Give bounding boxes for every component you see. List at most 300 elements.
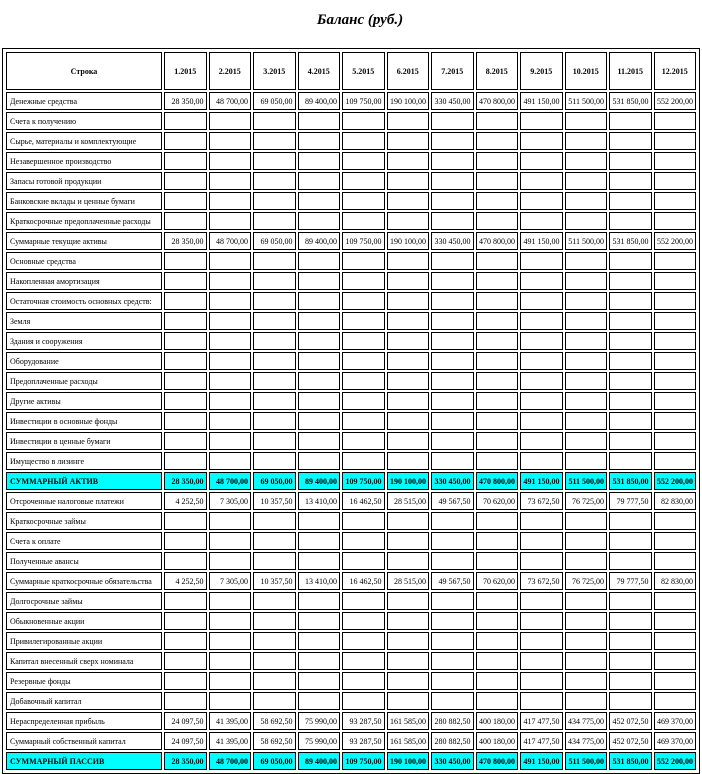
value-cell xyxy=(387,312,430,330)
value-cell xyxy=(164,632,207,650)
value-cell: 4 252,50 xyxy=(164,492,207,510)
table-row xyxy=(6,372,696,390)
value-cell xyxy=(654,272,697,290)
value-cell xyxy=(209,352,252,370)
balance-table xyxy=(4,50,698,772)
value-cell: 28 350,00 xyxy=(164,472,207,490)
value-cell xyxy=(298,332,341,350)
row-label: СУММАРНЫЙ ПАССИВ xyxy=(6,752,162,770)
value-cell xyxy=(609,292,652,310)
row-label: Имущество в лизинге xyxy=(6,452,162,470)
value-cell xyxy=(164,332,207,350)
value-cell xyxy=(609,412,652,430)
value-cell: 16 462,50 xyxy=(342,492,385,510)
value-cell xyxy=(298,652,341,670)
value-cell xyxy=(565,592,608,610)
value-cell xyxy=(565,392,608,410)
table-row xyxy=(6,452,696,470)
value-cell xyxy=(164,152,207,170)
value-cell xyxy=(520,652,563,670)
row-label: Суммарные текущие активы xyxy=(6,232,162,250)
table-row xyxy=(6,232,696,250)
value-cell: 330 450,00 xyxy=(431,92,474,110)
value-cell: 69 050,00 xyxy=(253,92,296,110)
value-cell xyxy=(431,392,474,410)
value-cell xyxy=(565,272,608,290)
value-cell xyxy=(298,172,341,190)
value-cell xyxy=(209,512,252,530)
value-cell xyxy=(654,392,697,410)
value-cell xyxy=(387,152,430,170)
value-cell xyxy=(387,112,430,130)
value-cell xyxy=(476,432,519,450)
value-cell xyxy=(520,512,563,530)
value-cell: 280 882,50 xyxy=(431,712,474,730)
value-cell xyxy=(431,112,474,130)
value-cell xyxy=(387,612,430,630)
table-row xyxy=(6,152,696,170)
value-cell xyxy=(342,372,385,390)
value-cell: 24 097,50 xyxy=(164,712,207,730)
column-header-period: 9.2015 xyxy=(520,52,563,90)
value-cell xyxy=(253,172,296,190)
total-row xyxy=(6,752,696,770)
value-cell xyxy=(431,412,474,430)
value-cell xyxy=(654,212,697,230)
value-cell xyxy=(253,632,296,650)
value-cell xyxy=(476,292,519,310)
value-cell xyxy=(520,172,563,190)
row-label: Денежные средства xyxy=(6,92,162,110)
value-cell xyxy=(431,312,474,330)
row-label: Отсроченные налоговые платежи xyxy=(6,492,162,510)
value-cell xyxy=(431,552,474,570)
value-cell xyxy=(476,512,519,530)
row-label: Счета к оплате xyxy=(6,532,162,550)
value-cell xyxy=(253,212,296,230)
row-label: Земля xyxy=(6,312,162,330)
value-cell: 511 500,00 xyxy=(565,472,608,490)
value-cell xyxy=(654,432,697,450)
value-cell xyxy=(520,412,563,430)
value-cell xyxy=(209,132,252,150)
table-row xyxy=(6,272,696,290)
value-cell: 79 777,50 xyxy=(609,492,652,510)
table-row xyxy=(6,632,696,650)
value-cell xyxy=(654,372,697,390)
value-cell xyxy=(520,392,563,410)
value-cell: 511 500,00 xyxy=(565,752,608,770)
value-cell: 49 567,50 xyxy=(431,572,474,590)
row-label: Счета к получению xyxy=(6,112,162,130)
value-cell: 76 725,00 xyxy=(565,572,608,590)
value-cell: 470 800,00 xyxy=(476,92,519,110)
value-cell xyxy=(476,392,519,410)
value-cell: 10 357,50 xyxy=(253,492,296,510)
value-cell xyxy=(387,692,430,710)
value-cell xyxy=(387,652,430,670)
column-header-period: 8.2015 xyxy=(476,52,519,90)
value-cell xyxy=(431,272,474,290)
value-cell xyxy=(209,592,252,610)
table-body xyxy=(6,92,696,770)
row-label: Основные средства xyxy=(6,252,162,270)
table-row xyxy=(6,192,696,210)
value-cell xyxy=(298,452,341,470)
value-cell: 190 100,00 xyxy=(387,752,430,770)
value-cell xyxy=(253,372,296,390)
column-header-period: 5.2015 xyxy=(342,52,385,90)
value-cell xyxy=(609,252,652,270)
value-cell xyxy=(298,132,341,150)
value-cell xyxy=(164,612,207,630)
table-row xyxy=(6,652,696,670)
value-cell: 469 370,00 xyxy=(654,732,697,750)
value-cell xyxy=(342,192,385,210)
value-cell: 13 410,00 xyxy=(298,572,341,590)
balance-table-frame xyxy=(2,48,700,774)
value-cell xyxy=(298,372,341,390)
value-cell xyxy=(387,252,430,270)
value-cell xyxy=(298,532,341,550)
value-cell xyxy=(298,272,341,290)
column-header-period: 3.2015 xyxy=(253,52,296,90)
value-cell: 491 150,00 xyxy=(520,92,563,110)
table-row xyxy=(6,312,696,330)
row-label: Краткосрочные займы xyxy=(6,512,162,530)
value-cell xyxy=(565,252,608,270)
value-cell: 4 252,50 xyxy=(164,572,207,590)
value-cell: 48 700,00 xyxy=(209,232,252,250)
value-cell: 73 672,50 xyxy=(520,572,563,590)
value-cell xyxy=(387,132,430,150)
row-label: Предоплаченные расходы xyxy=(6,372,162,390)
row-label: Суммарные краткосрочные обязательства xyxy=(6,572,162,590)
value-cell xyxy=(164,352,207,370)
value-cell: 452 072,50 xyxy=(609,712,652,730)
value-cell xyxy=(609,372,652,390)
value-cell: 69 050,00 xyxy=(253,232,296,250)
value-cell xyxy=(431,512,474,530)
value-cell xyxy=(164,172,207,190)
table-row xyxy=(6,672,696,690)
value-cell: 531 850,00 xyxy=(609,752,652,770)
value-cell xyxy=(654,152,697,170)
value-cell xyxy=(654,532,697,550)
value-cell xyxy=(253,352,296,370)
value-cell xyxy=(565,432,608,450)
row-label: Запасы готовой продукции xyxy=(6,172,162,190)
value-cell xyxy=(209,252,252,270)
value-cell: 109 750,00 xyxy=(342,232,385,250)
value-cell xyxy=(342,132,385,150)
value-cell xyxy=(654,692,697,710)
value-cell xyxy=(431,252,474,270)
total-row xyxy=(6,472,696,490)
value-cell xyxy=(565,372,608,390)
value-cell xyxy=(476,332,519,350)
value-cell: 89 400,00 xyxy=(298,752,341,770)
table-row xyxy=(6,512,696,530)
value-cell xyxy=(565,152,608,170)
value-cell xyxy=(609,592,652,610)
table-row xyxy=(6,492,696,510)
value-cell xyxy=(209,692,252,710)
value-cell xyxy=(476,672,519,690)
value-cell: 470 800,00 xyxy=(476,472,519,490)
value-cell xyxy=(164,512,207,530)
value-cell xyxy=(298,672,341,690)
value-cell xyxy=(387,172,430,190)
value-cell: 82 830,00 xyxy=(654,492,697,510)
value-cell xyxy=(520,452,563,470)
value-cell: 511 500,00 xyxy=(565,232,608,250)
value-cell: 161 585,00 xyxy=(387,732,430,750)
value-cell xyxy=(431,192,474,210)
value-cell xyxy=(253,432,296,450)
table-row xyxy=(6,592,696,610)
value-cell xyxy=(431,152,474,170)
value-cell: 280 882,50 xyxy=(431,732,474,750)
value-cell xyxy=(164,292,207,310)
table-row xyxy=(6,732,696,750)
value-cell: 491 150,00 xyxy=(520,472,563,490)
value-cell xyxy=(565,412,608,430)
value-cell xyxy=(387,432,430,450)
value-cell xyxy=(253,532,296,550)
value-cell xyxy=(476,312,519,330)
row-label: Другие активы xyxy=(6,392,162,410)
value-cell xyxy=(342,532,385,550)
value-cell xyxy=(520,632,563,650)
value-cell xyxy=(520,552,563,570)
value-cell: 434 775,00 xyxy=(565,712,608,730)
value-cell xyxy=(253,412,296,430)
value-cell xyxy=(342,392,385,410)
value-cell xyxy=(209,532,252,550)
row-label: Резервные фонды xyxy=(6,672,162,690)
value-cell xyxy=(654,592,697,610)
value-cell xyxy=(654,512,697,530)
value-cell xyxy=(298,412,341,430)
value-cell: 41 395,00 xyxy=(209,732,252,750)
value-cell: 75 990,00 xyxy=(298,712,341,730)
value-cell xyxy=(565,552,608,570)
value-cell: 24 097,50 xyxy=(164,732,207,750)
value-cell xyxy=(654,412,697,430)
value-cell xyxy=(609,152,652,170)
value-cell xyxy=(298,512,341,530)
column-header-period: 11.2015 xyxy=(609,52,652,90)
value-cell xyxy=(298,552,341,570)
value-cell: 531 850,00 xyxy=(609,472,652,490)
value-cell: 109 750,00 xyxy=(342,92,385,110)
value-cell xyxy=(164,672,207,690)
value-cell xyxy=(209,212,252,230)
value-cell xyxy=(342,692,385,710)
value-cell xyxy=(431,432,474,450)
table-row xyxy=(6,212,696,230)
value-cell: 93 287,50 xyxy=(342,712,385,730)
value-cell xyxy=(431,352,474,370)
value-cell xyxy=(431,632,474,650)
column-header-row-label: Строка xyxy=(6,52,162,90)
value-cell: 470 800,00 xyxy=(476,752,519,770)
value-cell xyxy=(609,272,652,290)
value-cell: 41 395,00 xyxy=(209,712,252,730)
value-cell xyxy=(164,392,207,410)
value-cell: 161 585,00 xyxy=(387,712,430,730)
value-cell xyxy=(387,512,430,530)
value-cell xyxy=(476,352,519,370)
value-cell xyxy=(520,272,563,290)
value-cell xyxy=(654,652,697,670)
value-cell xyxy=(609,612,652,630)
value-cell xyxy=(476,552,519,570)
value-cell xyxy=(520,432,563,450)
value-cell xyxy=(342,592,385,610)
value-cell xyxy=(431,212,474,230)
value-cell xyxy=(253,112,296,130)
value-cell xyxy=(342,112,385,130)
value-cell xyxy=(298,152,341,170)
value-cell xyxy=(298,392,341,410)
value-cell xyxy=(209,632,252,650)
value-cell xyxy=(253,272,296,290)
value-cell xyxy=(387,392,430,410)
value-cell xyxy=(164,312,207,330)
value-cell xyxy=(476,112,519,130)
value-cell xyxy=(253,132,296,150)
table-row xyxy=(6,92,696,110)
value-cell xyxy=(342,312,385,330)
value-cell: 69 050,00 xyxy=(253,752,296,770)
value-cell xyxy=(476,252,519,270)
column-header-period: 12.2015 xyxy=(654,52,697,90)
value-cell: 109 750,00 xyxy=(342,752,385,770)
value-cell xyxy=(164,432,207,450)
value-cell: 58 692,50 xyxy=(253,712,296,730)
value-cell: 70 620,00 xyxy=(476,492,519,510)
row-label: Здания и сооружения xyxy=(6,332,162,350)
row-label: Оборудование xyxy=(6,352,162,370)
value-cell xyxy=(164,192,207,210)
value-cell: 76 725,00 xyxy=(565,492,608,510)
value-cell: 82 830,00 xyxy=(654,572,697,590)
value-cell xyxy=(164,692,207,710)
value-cell xyxy=(209,652,252,670)
value-cell xyxy=(654,552,697,570)
value-cell xyxy=(253,192,296,210)
value-cell xyxy=(387,272,430,290)
value-cell xyxy=(654,132,697,150)
value-cell xyxy=(654,112,697,130)
value-cell xyxy=(164,272,207,290)
value-cell xyxy=(476,372,519,390)
value-cell: 28 515,00 xyxy=(387,572,430,590)
value-cell xyxy=(387,632,430,650)
table-row xyxy=(6,332,696,350)
value-cell: 190 100,00 xyxy=(387,472,430,490)
row-label: Инвестиции в основные фонды xyxy=(6,412,162,430)
value-cell xyxy=(609,672,652,690)
column-header-period: 4.2015 xyxy=(298,52,341,90)
value-cell xyxy=(476,532,519,550)
row-label: Долгосрочные займы xyxy=(6,592,162,610)
value-cell xyxy=(609,392,652,410)
value-cell xyxy=(520,212,563,230)
value-cell xyxy=(164,252,207,270)
value-cell: 13 410,00 xyxy=(298,492,341,510)
row-label: Инвестиции в ценные бумаги xyxy=(6,432,162,450)
value-cell xyxy=(609,112,652,130)
value-cell xyxy=(298,592,341,610)
value-cell: 48 700,00 xyxy=(209,92,252,110)
value-cell xyxy=(431,332,474,350)
value-cell: 89 400,00 xyxy=(298,232,341,250)
table-row xyxy=(6,352,696,370)
value-cell xyxy=(476,192,519,210)
value-cell xyxy=(431,132,474,150)
row-label: Накопленная амортизация xyxy=(6,272,162,290)
value-cell: 93 287,50 xyxy=(342,732,385,750)
table-row xyxy=(6,552,696,570)
table-row xyxy=(6,132,696,150)
value-cell xyxy=(654,252,697,270)
value-cell xyxy=(476,452,519,470)
value-cell: 190 100,00 xyxy=(387,232,430,250)
value-cell xyxy=(253,652,296,670)
value-cell xyxy=(253,692,296,710)
value-cell xyxy=(476,412,519,430)
value-cell xyxy=(253,392,296,410)
table-row xyxy=(6,292,696,310)
value-cell: 48 700,00 xyxy=(209,752,252,770)
value-cell xyxy=(476,272,519,290)
row-label: Нераспределенная прибыль xyxy=(6,712,162,730)
value-cell xyxy=(342,652,385,670)
value-cell: 417 477,50 xyxy=(520,712,563,730)
value-cell xyxy=(431,652,474,670)
value-cell xyxy=(209,172,252,190)
value-cell xyxy=(609,532,652,550)
value-cell xyxy=(164,372,207,390)
value-cell xyxy=(565,452,608,470)
value-cell xyxy=(520,532,563,550)
table-header-row xyxy=(6,52,696,90)
row-label: Сырье, материалы и комплектующие xyxy=(6,132,162,150)
value-cell xyxy=(209,392,252,410)
value-cell xyxy=(253,552,296,570)
value-cell xyxy=(654,632,697,650)
value-cell xyxy=(565,172,608,190)
value-cell xyxy=(209,552,252,570)
value-cell xyxy=(476,612,519,630)
value-cell xyxy=(520,312,563,330)
value-cell: 7 305,00 xyxy=(209,492,252,510)
value-cell: 79 777,50 xyxy=(609,572,652,590)
value-cell: 190 100,00 xyxy=(387,92,430,110)
value-cell xyxy=(520,692,563,710)
value-cell xyxy=(253,332,296,350)
value-cell xyxy=(565,132,608,150)
value-cell: 89 400,00 xyxy=(298,92,341,110)
value-cell xyxy=(609,332,652,350)
table-row xyxy=(6,112,696,130)
table-row xyxy=(6,612,696,630)
value-cell: 28 350,00 xyxy=(164,232,207,250)
value-cell xyxy=(476,212,519,230)
